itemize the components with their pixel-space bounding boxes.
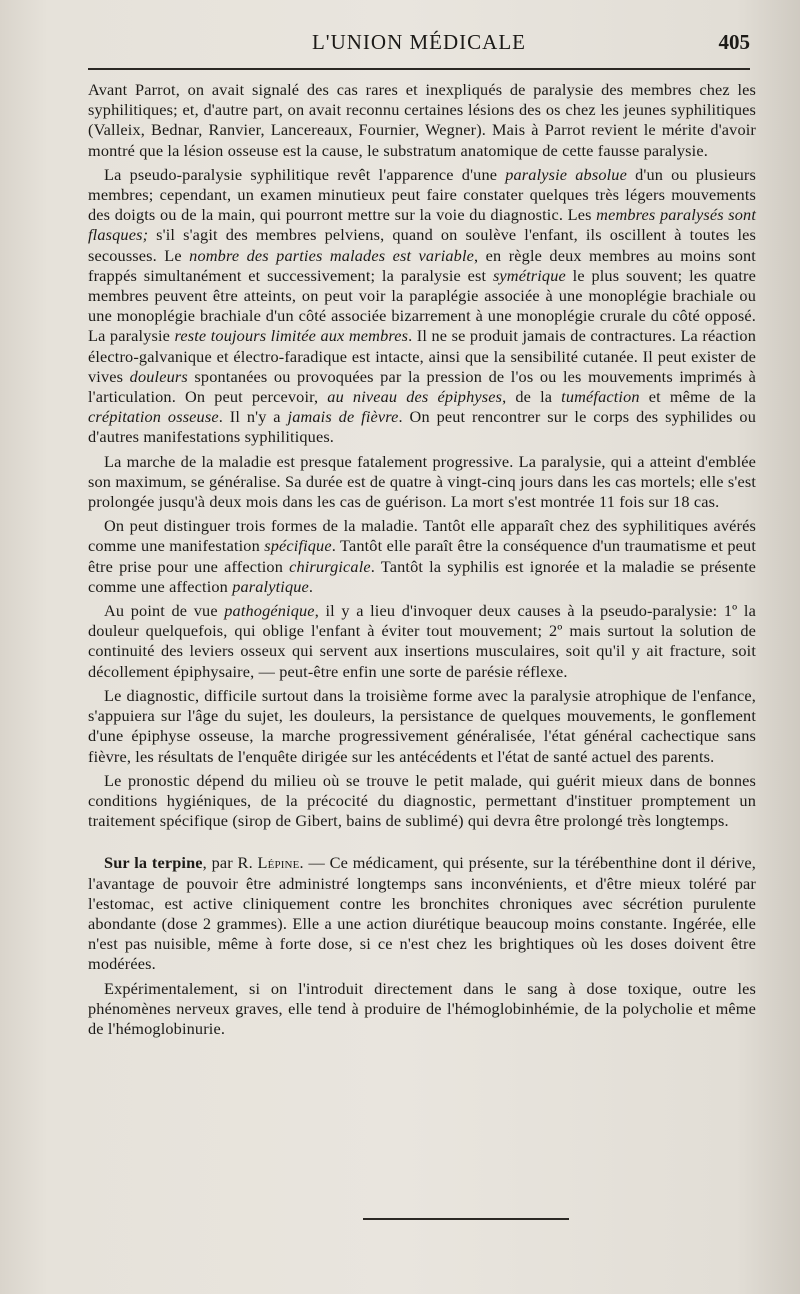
italic-run: tuméfaction — [561, 387, 640, 407]
paragraph-history: Avant Parrot, on avait signalé des cas rares et inexpliqués de paralysie des membres chez les syphilitiques; et, d'autre part, on avait reconnu certaines lésions des os chez les jeunes syphilitiques (Valleix, Bednar, Ranvier, Lancereaux, Fournier, Wegner). Mais à Parrot revient le mérite d'avoir montré que la lésion osseuse est la cause, le substratum anatomique de cette fausse paralysie. — [88, 80, 756, 160]
italic-run: au niveau des épiphyses — [327, 387, 503, 407]
italic-run: reste toujours limitée aux membres — [174, 326, 409, 346]
paragraph-course: La marche de la maladie est presque fatalement progressive. La paralysie, qui a atteint d'emblée son maximum, se généralise. Sa durée est de quatre à vingt-cinq jours dans les cas mortels; elle s'est prolongée jusqu'à deux mois dans les cas de guérison. La mort s'est montrée 11 fois sur 18 cas. — [88, 451, 756, 512]
text-run: Au point de vue — [104, 601, 225, 621]
page-number: 405 — [718, 30, 750, 54]
text-run: La pseudo-paralysie syphilitique revêt l'apparence d'une — [104, 164, 506, 184]
paragraph-experimental: Expérimentalement, si on l'introduit directement dans le sang à dose toxique, outre les phénomènes nerveux graves, elle tend à produire de l'hémoglobinhémie, de la polycholie et même de l'hémoglobinurie. — [88, 978, 756, 1038]
text-run: , de la — [502, 387, 562, 407]
text-run: . Tantôt elle paraît être la conséquence d'un traumatisme et peut être prise pour une affection — [88, 536, 756, 576]
italic-run: crépitation osseuse — [88, 407, 219, 427]
paragraph-forms — [88, 516, 756, 597]
italic-run: douleurs — [129, 366, 188, 386]
text-run: spontanées ou provoquées par la pression de l'os ou les mouvements imprimés à l'articulation. On peut percevoir, — [88, 366, 756, 407]
text-run: et même de la — [639, 387, 757, 407]
text-run: , il y a lieu d'invoquer deux causes à la pseudo-paralysie: 1º la douleur quelquefois, qui oblige l'enfant à éviter tout mouvement; 2º mais surtout la solution de continuité des leviers osseux qui servent aux insertions musculaires, soit qu'il y ait fracture, soit décollement épiphysaire, — peut-être enfin une sorte de parésie réflexe. — [88, 601, 756, 681]
journal-title: L'UNION MÉDICALE — [311, 30, 526, 54]
end-rule — [363, 1218, 569, 1220]
text-run: . Il n'y a — [218, 407, 288, 427]
text-run: . — Ce médicament, qui présente, sur la térébenthine dont il dérive, l'avantage de pouvoir être administré longtemps sans inconvénients, et d'être mieux toléré par l'estomac, est active cliniquement contre les bronchites chroniques avec sécrétion purulente abondante (dose 2 grammes). Elle a une action diurétique beaucoup moins constante. Ingérée, elle n'est pas nuisible, même à forte dose, si ce n'est chez les brightiques où les doses doivent être modérées. — [88, 853, 756, 974]
text-run: . Tantôt la syphilis est ignorée et la maladie se présente comme une affection — [88, 556, 756, 596]
author-name: Lépine — [257, 853, 300, 873]
italic-run: symétrique — [492, 265, 566, 285]
text-run: . Il ne se produit jamais de contractures. La réaction électro-galvanique et électro-faradique est intacte, ainsi que la sensibilité cutanée. Il peut exister de vives — [88, 326, 756, 386]
paragraph-prognosis: Le pronostic dépend du milieu où se trouve le petit malade, qui guérit mieux dans de bonnes conditions hygiéniques, de la précocité du diagnostic, permettant d'instituer promptement un traitement spécifique (sirop de Gibert, bains de sublimé) qui devra être prolongé très longtemps. — [88, 770, 756, 831]
paragraph-diagnosis: Le diagnostic, difficile surtout dans la troisième forme avec la paralysie atrophique de l'enfance, s'appuiera sur l'âge du sujet, les douleurs, la persistance de quelques mouvements, le gonflement d'une épiphyse osseuse, la marche progressivement généralisée, l'état général cachectique sans fièvre, les résultats de l'enquête dirigée sur les antécédents et l'état de santé actuel des parents. — [88, 685, 756, 766]
italic-run: membres paralysés sont flasques; — [88, 205, 756, 245]
italic-run: paralysie absolue — [505, 164, 627, 184]
italic-run: nombre des parties malades est variable — [189, 245, 474, 265]
text-run: On peut distinguer trois formes de la maladie. Tantôt elle apparaît chez des syphilitiques avérés comme une manifestation — [88, 516, 756, 556]
italic-run: chirurgicale — [289, 556, 371, 576]
article-text — [88, 80, 756, 1043]
article-heading: Sur la terpine — [104, 853, 203, 873]
text-run: , par R. — [202, 853, 258, 873]
italic-run: spécifique — [264, 536, 332, 556]
italic-run: pathogénique — [224, 601, 315, 621]
text-run: d'un ou plusieurs membres; cependant, un examen minutieux peut faire constater quelques très légers mouvements des doigts ou de la main, qui pourront mettre sur la voie du diagnostic. Les — [88, 164, 756, 225]
text-run: , en règle deux membres au moins sont frappés simultanément et successivement; la paralysie est — [88, 245, 756, 285]
paragraph-symptoms — [88, 165, 756, 448]
italic-run: jamais de fièvre — [287, 407, 399, 427]
italic-run: paralytique — [232, 576, 309, 596]
text-run: s'il s'agit des membres pelviens, quand on soulève l'enfant, ils oscillent à toutes les secousses. Le — [88, 225, 756, 265]
paragraph-pathogenesis — [88, 601, 756, 682]
header-rule — [88, 68, 750, 70]
text-run: le plus souvent; les quatre membres peuvent être atteints, on peut voir la paraplégie associée à une monoplégie brachiale ou une monoplégie brachiale d'un côté associée bizarrement à une monoplégie crurale du côté opposé. La paralysie — [88, 265, 756, 346]
running-head — [78, 30, 760, 64]
paragraph-terpine — [88, 853, 756, 974]
text-run: . On peut rencontrer sur le corps des syphilides ou d'autres manifestations syphilitiques. — [88, 407, 757, 447]
text-run: . — [308, 576, 314, 596]
